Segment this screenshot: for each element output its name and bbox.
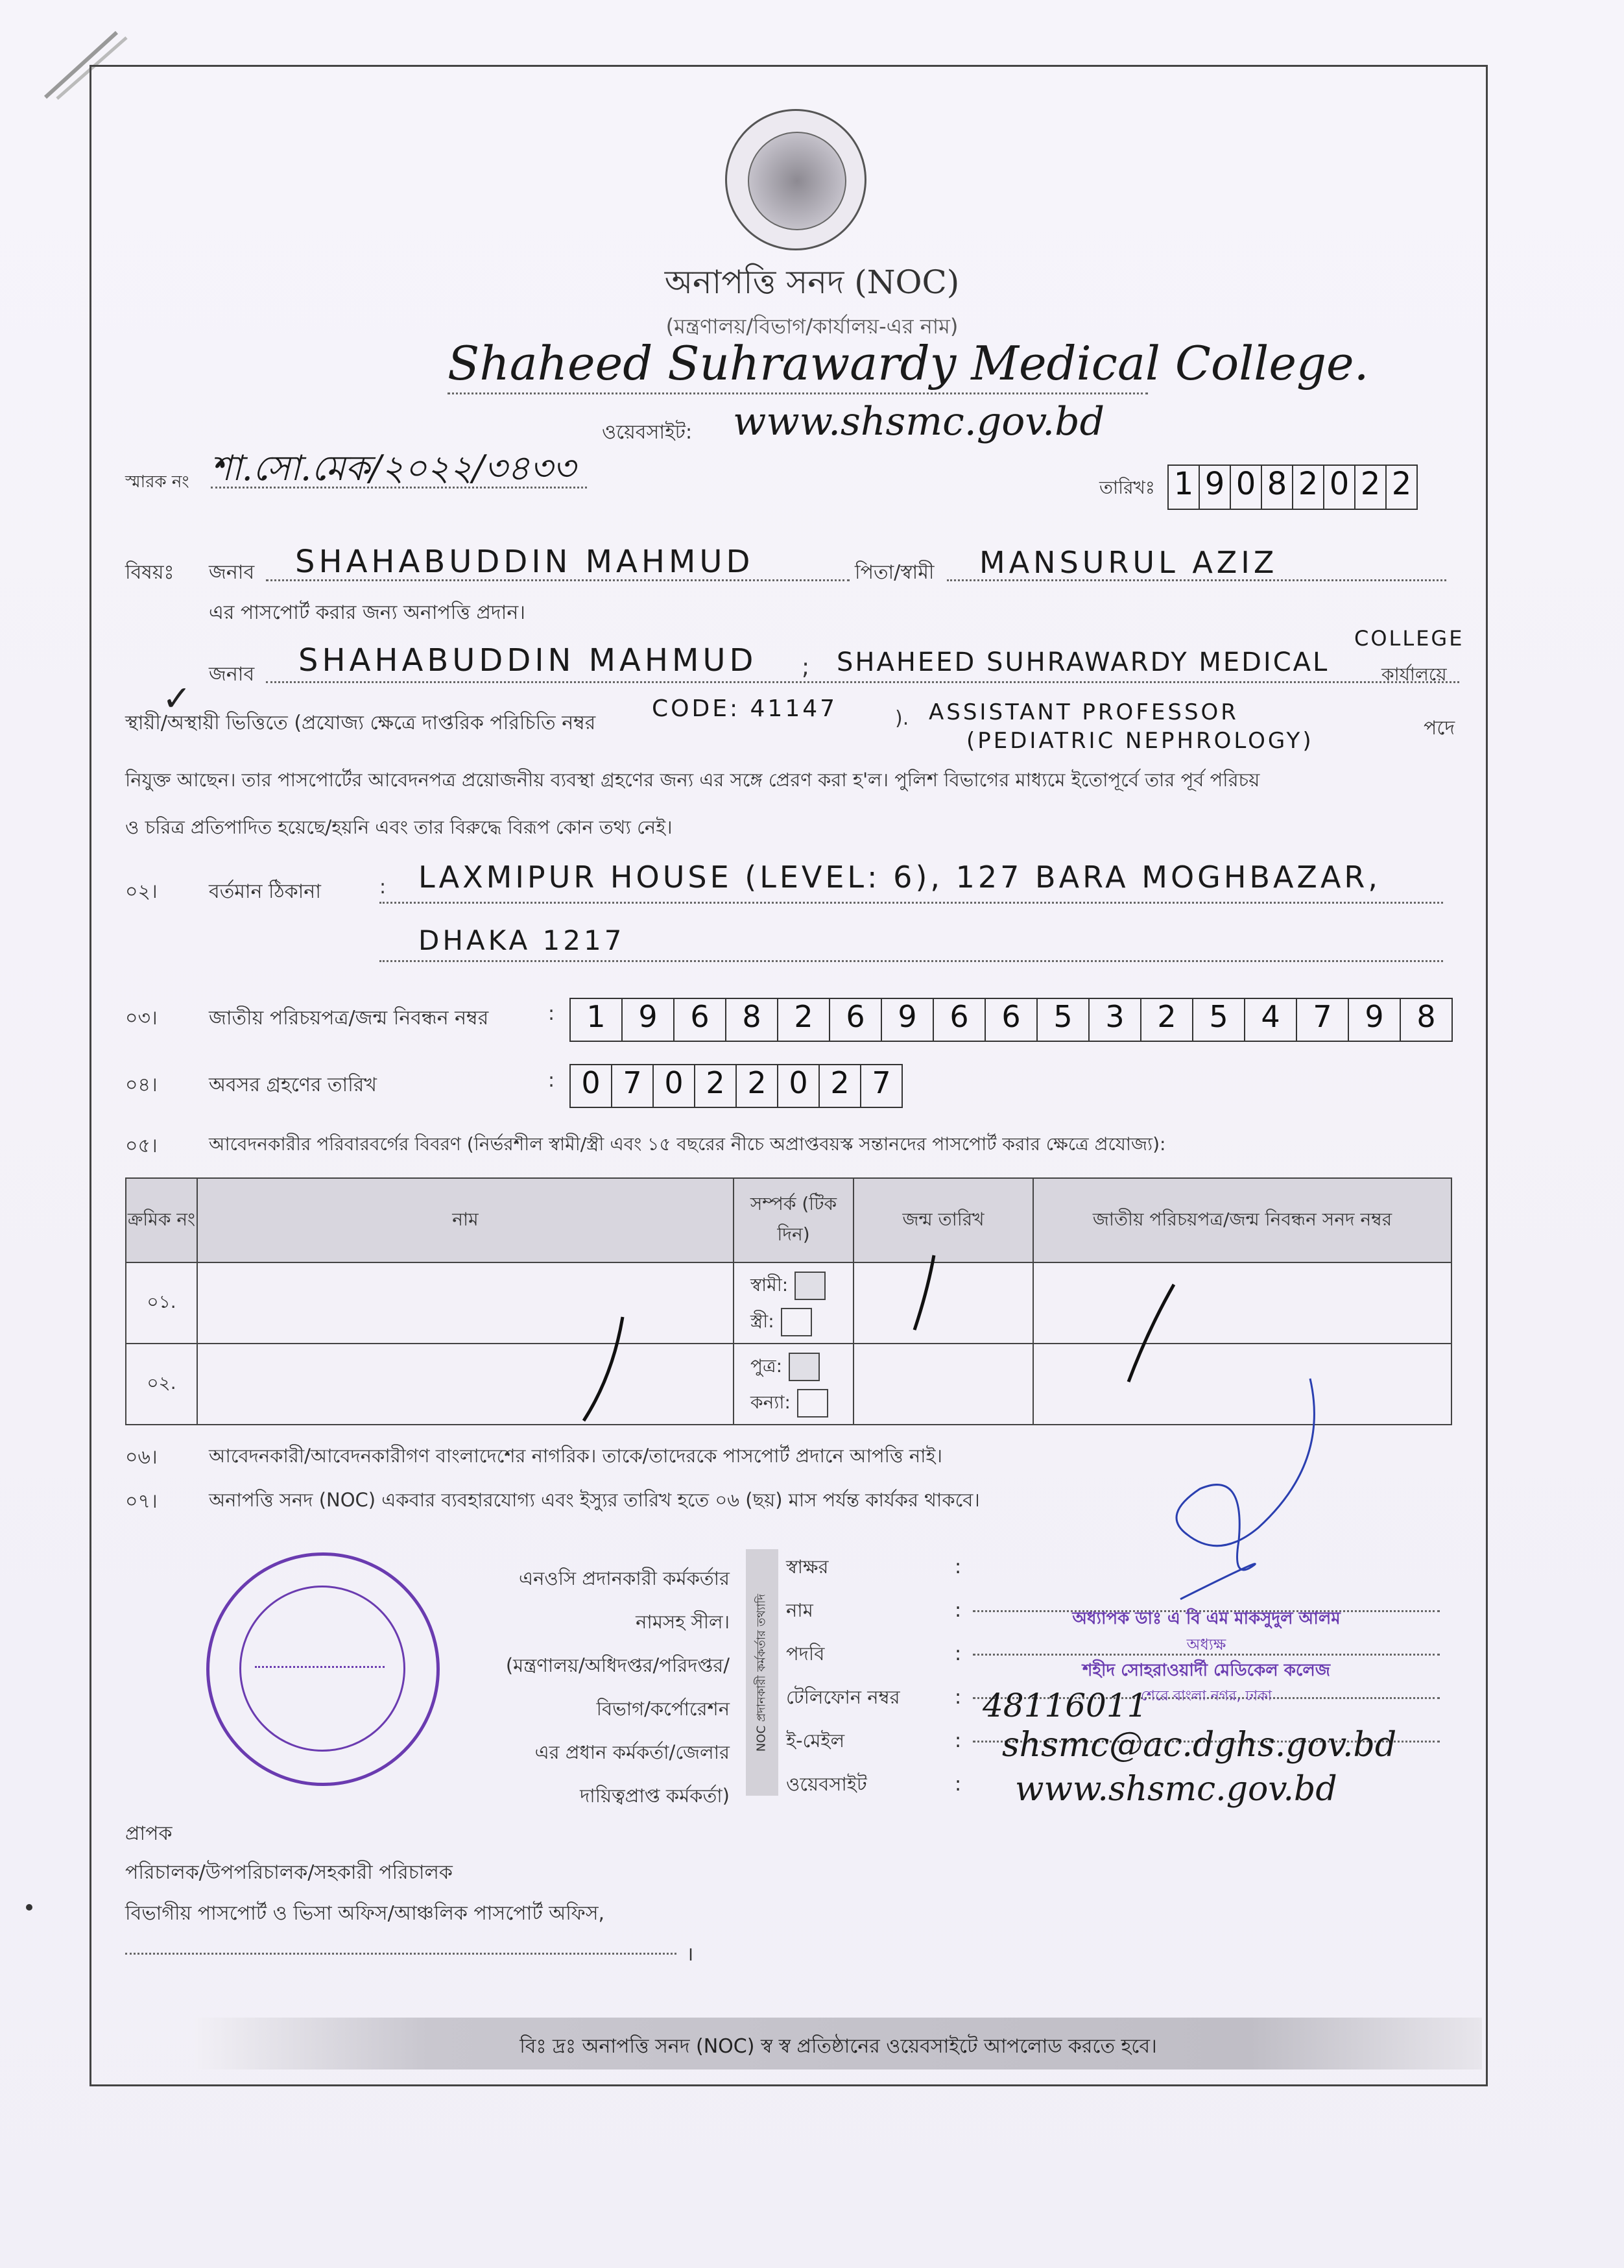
subject-applicant-name: SHAHABUDDIN MAHMUD <box>295 544 754 580</box>
recipient-end: । <box>686 1943 694 1966</box>
subject-label: বিষয়ঃ <box>125 561 174 584</box>
retire-date-boxes: 0 7 0 2 2 0 2 7 <box>569 1064 903 1108</box>
retire-label: অবসর গ্রহণের তারিখ <box>209 1074 377 1096</box>
recipient-label: প্রাপক <box>125 1822 173 1845</box>
permanence-text: স্থায়ী/অস্থায়ী ভিত্তিতে (প্রযোজ্য ক্ষেত্রে দাপ্তরিক পরিচিতি নম্বর <box>125 712 596 734</box>
col-relation: সম্পর্ক (টিক দিন) <box>734 1178 854 1262</box>
post-word: পদে <box>1424 717 1455 740</box>
father-name: MANSURUL AZIZ <box>979 545 1278 580</box>
address-line-2: DHAKA 1217 <box>418 924 625 956</box>
government-seal <box>725 109 866 250</box>
col-serial: ক্রমিক নং <box>126 1178 197 1262</box>
body-line-3: নিযুক্ত আছেন। তার পাসপোর্টের আবেদনপত্র প্রয়োজনীয় ব্যবস্থা গ্রহণের জন্য এর সঙ্গে প্রেরণ করা হ'ল। পুলিশ বিভাগের মাধ্যমে ইতোপূর্বে তার পূর্ব পরিচয় <box>125 769 1260 791</box>
note-7-number: ০৭। <box>125 1490 158 1513</box>
recipient-line-1: পরিচালক/উপপরিচালক/সহকারী পরিচালক <box>125 1861 453 1884</box>
document-title: অনাপত্তি সনদ (NOC) <box>664 263 960 301</box>
date-boxes: 1 9 0 8 2 0 2 2 <box>1167 464 1418 510</box>
officer-stamp: অধ্যাপক ডাঃ এ বি এম মাকসুদুল আলম অধ্যক্ষ শহীদ সোহরাওয়ার্দী মেডিকেল কলেজ শেরে বাংলা নগর, ঢাকা <box>1072 1609 1341 1704</box>
official-code: CODE: 41147 <box>652 695 838 722</box>
address-label: বর্তমান ঠিকানা <box>209 880 321 903</box>
recipient-dotted-line <box>125 1953 676 1955</box>
office-word: কার্যালয়ে <box>1381 664 1447 685</box>
date-label: তারিখঃ <box>1099 477 1155 498</box>
note-6-number: ০৬। <box>125 1446 158 1469</box>
footer-note: বিঃ দ্রঃ অনাপত্তি সনদ (NOC) স্ব স্ব প্রতিষ্ঠানের ওয়েবসাইটে আপলোড করতে হবে। <box>519 2035 1157 2058</box>
note-6-text: আবেদনকারী/আবেদনকারীগণ বাংলাদেশের নাগরিক। তাকে/তাদেরকে পাসপোর্ট প্রদানে আপত্তি নাই। <box>209 1445 943 1467</box>
address-colon: : <box>379 876 387 899</box>
address-number: ০২। <box>125 880 158 903</box>
issuer-website: www.shsmc.gov.bd <box>1015 1770 1337 1809</box>
body-line-1 <box>266 681 1459 683</box>
phone-number: 48116011 <box>983 1687 1148 1724</box>
recipient-line-2: বিভাগীয় পাসপোর্ট ও ভিসা অফিস/আঞ্চলিক পাসপোর্ট অফিস, <box>125 1902 605 1925</box>
col-dob: জন্ম তারিখ <box>854 1178 1033 1262</box>
seal-signature-line <box>255 1666 385 1668</box>
family-label: আবেদনকারীর পরিবারবর্গের বিবরণ (নির্ভরশীল স্বামী/স্ত্রী এবং ১৫ বছরের নীচে অপ্রাপ্তবয়স্ক সন্তানদের পাসপোর্ট করার ক্ষেত্রে প্রযোজ্য): <box>209 1133 1166 1155</box>
col-nid: জাতীয় পরিচয়পত্র/জন্ম নিবন্ধন সনদ নম্বর <box>1033 1178 1451 1262</box>
nid-colon: : <box>548 1002 555 1025</box>
document-subtitle: (মন্ত্রণালয়/বিভাগ/কার্যালয়-এর নাম) <box>665 314 959 339</box>
memo-label: স্মারক নং <box>125 472 189 492</box>
note-7-text: অনাপত্তি সনদ (NOC) একবার ব্যবহারযোগ্য এবং ইস্যুর তারিখ হতে ০৬ (ছয়) মাস পর্যন্ত কার্যকর থাকবে। <box>209 1489 980 1511</box>
office-seal-stamp <box>206 1552 440 1786</box>
nid-label: জাতীয় পরিচয়পত্র/জন্ম নিবন্ধন নম্বর <box>209 1007 489 1030</box>
website-label: ওয়েবসাইট: <box>602 421 693 444</box>
college-name: SHAHEED SUHRAWARDY MEDICAL <box>837 647 1330 677</box>
family-number: ০৫। <box>125 1135 158 1157</box>
issuer-field-labels: স্বাক্ষর নাম পদবি টেলিফোন নম্বর ই-মেইল ওয়েবসাইট <box>786 1556 900 1795</box>
subject-line-2: এর পাসপোর্ট করার জন্য অনাপত্তি প্রদান। <box>209 601 525 624</box>
table-row: ০১. স্বামী: স্ত্রী: <box>126 1262 1451 1344</box>
memo-number: শা.সো.মেক/২০২২/৩৪৩৩ <box>211 441 587 489</box>
paren-close: ). <box>895 707 909 730</box>
retire-colon: : <box>548 1069 555 1092</box>
issuer-description: এনওসি প্রদানকারী কর্মকর্তার নামসহ সীল। (মন্ত্রণালয়/অধিদপ্তর/পরিদপ্তর/ বিভাগ/কর্পোরেশন এর প্রধান কর্মকর্তা/জেলার দায়িত্বপ্রাপ্ত কর্মকর্তা) <box>505 1567 730 1807</box>
subject-janab: জনাব <box>209 561 255 584</box>
table-row: ০২. পুত্র: কন্যা: <box>126 1344 1451 1425</box>
email-address: shsmc@ac.dghs.gov.bd <box>1002 1726 1397 1765</box>
margin-dot <box>26 1904 32 1911</box>
father-label: পিতা/স্বামী <box>855 561 935 584</box>
body-janab: জনাব <box>209 663 255 686</box>
subject-name-line <box>266 579 850 581</box>
father-name-line <box>947 579 1446 581</box>
designation: ASSISTANT PROFESSOR <box>929 699 1239 725</box>
college-name-extra: COLLEGE <box>1354 626 1464 651</box>
department: (PEDIATRIC NEPHROLOGY) <box>966 728 1314 754</box>
issuer-colons: : : : : : : <box>955 1556 962 1796</box>
signature <box>1103 1372 1362 1606</box>
body-applicant-name: SHAHABUDDIN MAHMUD <box>298 642 758 679</box>
col-name: নাম <box>197 1178 734 1262</box>
body-separator: ; <box>802 654 810 681</box>
address-underline-1 <box>379 902 1443 904</box>
issuer-vertical-label: NOC প্রদানকারী কর্মকর্তার তথ্যাদি <box>746 1549 778 1796</box>
nid-boxes: 1 9 6 8 2 6 9 6 6 5 3 2 5 4 7 9 8 <box>569 998 1453 1042</box>
nid-number: ০৩। <box>125 1007 158 1030</box>
check-mark: ✓ <box>162 678 192 719</box>
address-line-1: LAXMIPUR HOUSE (LEVEL: 6), 127 BARA MOGHBAZAR, <box>418 860 1381 895</box>
body-line-4: ও চরিত্র প্রতিপাদিত হয়েছে/হয়নি এবং তার বিরুদ্ধে বিরূপ কোন তথ্য নেই। <box>125 816 673 838</box>
organization-name: Shaheed Suhrawardy Medical College. <box>448 334 1148 394</box>
retire-number: ০৪। <box>125 1074 158 1096</box>
address-underline-2 <box>379 960 1443 962</box>
website-value: www.shsmc.gov.bd <box>733 399 1105 444</box>
